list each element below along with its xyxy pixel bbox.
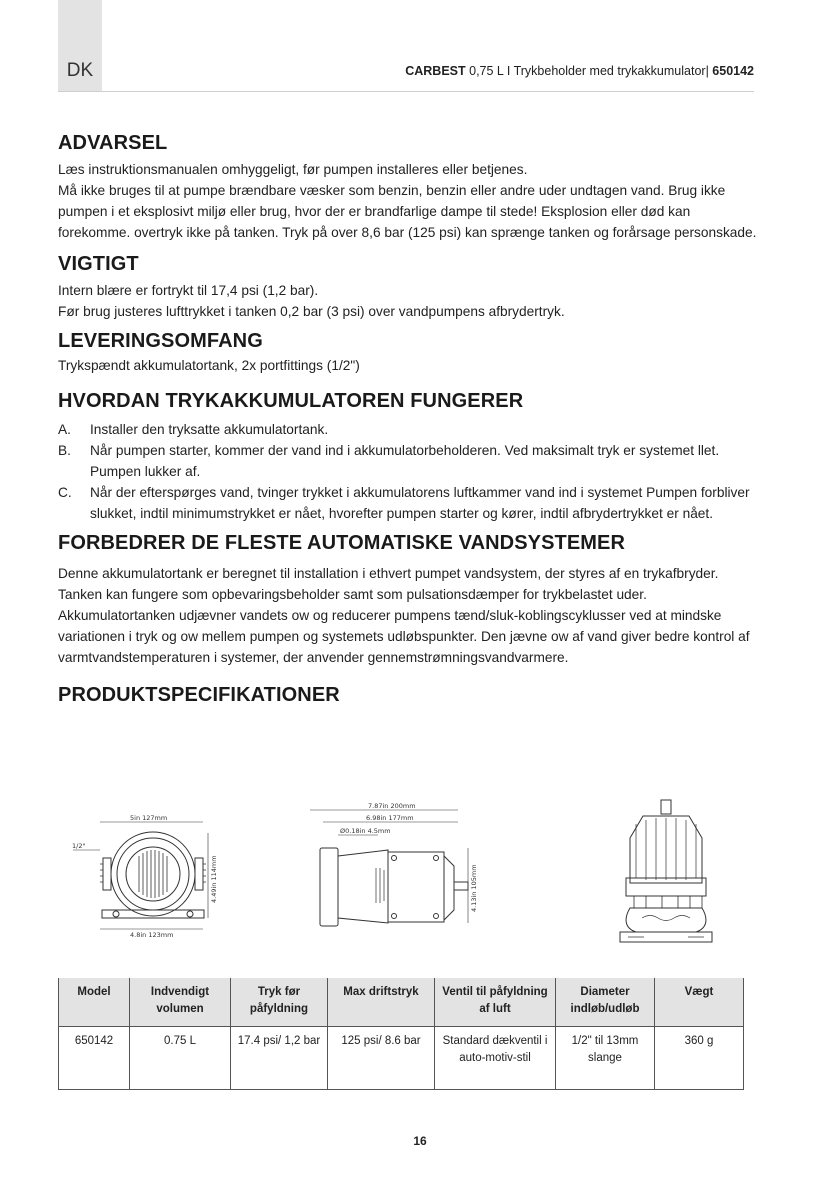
table-cell: 1/2" til 13mm slange bbox=[556, 1027, 655, 1090]
step-text: Installer den tryksatte akkumulatortank. bbox=[90, 422, 329, 437]
dim-front-side: 4.49in 114mm bbox=[210, 855, 218, 903]
table-header: Max driftstryk bbox=[328, 978, 435, 1027]
step-list bbox=[58, 419, 758, 524]
list-item bbox=[58, 419, 758, 440]
step-text: Når der efterspørges vand, tvinger trykket i akkumulatorens luftkammer vand ind i systemet Pumpen forbliver slukket, indtil minimumstrykket er nået, hvorefter pumpen starter og kører, indtil afbrydertrykket er nået. bbox=[90, 485, 750, 521]
cutaway-drawing bbox=[620, 800, 712, 942]
section-important bbox=[58, 253, 758, 322]
paragraph: Denne akkumulatortank er beregnet til installation i ethvert pumpet vandsystem, der styres af en trykafbryder. Tanken kan fungere som opbevaringsbeholder samt som pulsationsdæmper for trykbelastet uder. Akkumulatortanken udjævner vandets ow og reducerer pumpens tænd/sluk-koblingscyklusser ved at mindske variationen i tryk og ow mellem pumpen og systemets udløbspunkter. Den jævne ow af vand giver bedre kontrol af varmtvandstemperaturen i systemer, der anvender gennemstrømningsvandvarmere. bbox=[58, 566, 750, 665]
step-letter: A. bbox=[58, 422, 71, 437]
paragraph: Før brug justeres lufttrykket i tanken 0,2 bar (3 psi) over vandpumpens afbrydertryk. bbox=[58, 304, 565, 319]
list-item bbox=[58, 440, 758, 482]
dim-side-height: 4.13in 105mm bbox=[470, 864, 478, 912]
table-header: Model bbox=[59, 978, 130, 1027]
dim-front-port: 1/2" bbox=[72, 842, 86, 850]
paragraph: Må ikke bruges til at pumpe brændbare væsker som benzin, benzin eller andre uder undtagen vand. Brug ikke pumpen i et eksplosivt miljø eller brug, hvor der er brandfarlige dampe til stede! Eksplosion eller død kan forekomme. overtryk ikke på tanken. Tryk på over 8,6 bar (125 psi) kan sprænge tanken og forårsage personskade. bbox=[58, 183, 757, 240]
table-cell: 17.4 psi/ 1,2 bar bbox=[231, 1027, 328, 1090]
language-tab bbox=[58, 0, 102, 92]
spec-table bbox=[58, 978, 744, 1090]
table-cell: 360 g bbox=[655, 1027, 744, 1090]
front-view-drawing bbox=[73, 822, 208, 929]
table-header: Ventil til påfyldning af luft bbox=[435, 978, 556, 1027]
table-header: Tryk før påfyldning bbox=[231, 978, 328, 1027]
header-brand: CARBEST bbox=[405, 64, 466, 78]
paragraph: Læs instruktionsmanualen omhyggeligt, før pumpen installeres eller betjenes. bbox=[58, 162, 528, 177]
section-title: PRODUKTSPECIFIKATIONER bbox=[58, 684, 340, 706]
table-row bbox=[59, 1027, 744, 1090]
dim-front-top: 5in 127mm bbox=[130, 814, 168, 822]
table-header: Diameter indløb/udløb bbox=[556, 978, 655, 1027]
paragraph: Trykspændt akkumulatortank, 2x portfittings (1/2") bbox=[58, 358, 360, 373]
section-scope bbox=[58, 330, 758, 376]
technical-drawings bbox=[58, 798, 758, 948]
step-letter: C. bbox=[58, 485, 72, 500]
header-code: 650142 bbox=[708, 64, 754, 78]
section-title: LEVERINGSOMFANG bbox=[58, 330, 263, 352]
section-warning bbox=[58, 132, 758, 243]
section-title: VIGTIGT bbox=[58, 253, 139, 275]
page-header bbox=[405, 64, 754, 78]
section-howto bbox=[58, 390, 758, 524]
table-cell: Standard dækventil i auto-motiv-stil bbox=[435, 1027, 556, 1090]
section-title: ADVARSEL bbox=[58, 132, 168, 154]
section-title: HVORDAN TRYKAKKUMULATOREN FUNGERER bbox=[58, 390, 524, 412]
dim-front-bottom: 4.8in 123mm bbox=[130, 931, 174, 939]
paragraph: Intern blære er fortrykt til 17,4 psi (1,2 bar). bbox=[58, 283, 319, 298]
language-code: DK bbox=[66, 60, 94, 81]
section-improves bbox=[58, 532, 758, 668]
section-title: FORBEDRER DE FLESTE AUTOMATISKE VANDSYSTEMER bbox=[58, 532, 626, 554]
main-content bbox=[58, 132, 758, 711]
header-divider bbox=[58, 91, 754, 92]
table-cell: 650142 bbox=[59, 1027, 130, 1090]
step-text: Når pumpen starter, kommer der vand ind i akkumulatorbeholderen. Ved maksimalt tryk er systemet llet. Pumpen lukker af. bbox=[90, 443, 720, 479]
table-cell: 125 psi/ 8.6 bar bbox=[328, 1027, 435, 1090]
dim-side-1: 7.87in 200mm bbox=[368, 802, 416, 810]
table-cell: 0.75 L bbox=[130, 1027, 231, 1090]
table-header-row bbox=[59, 978, 744, 1027]
list-item bbox=[58, 482, 758, 524]
dim-side-2: 6.98in 177mm bbox=[366, 814, 414, 822]
step-letter: B. bbox=[58, 443, 71, 458]
table-header: Indvendigt volumen bbox=[130, 978, 231, 1027]
header-product: 0,75 L I Trykbeholder med trykakkumulator| bbox=[465, 64, 709, 78]
section-specs bbox=[58, 684, 758, 707]
table-header: Vægt bbox=[655, 978, 744, 1027]
page-number: 16 bbox=[413, 1134, 427, 1148]
dim-side-3: Ø0.18in 4.5mm bbox=[340, 827, 391, 835]
